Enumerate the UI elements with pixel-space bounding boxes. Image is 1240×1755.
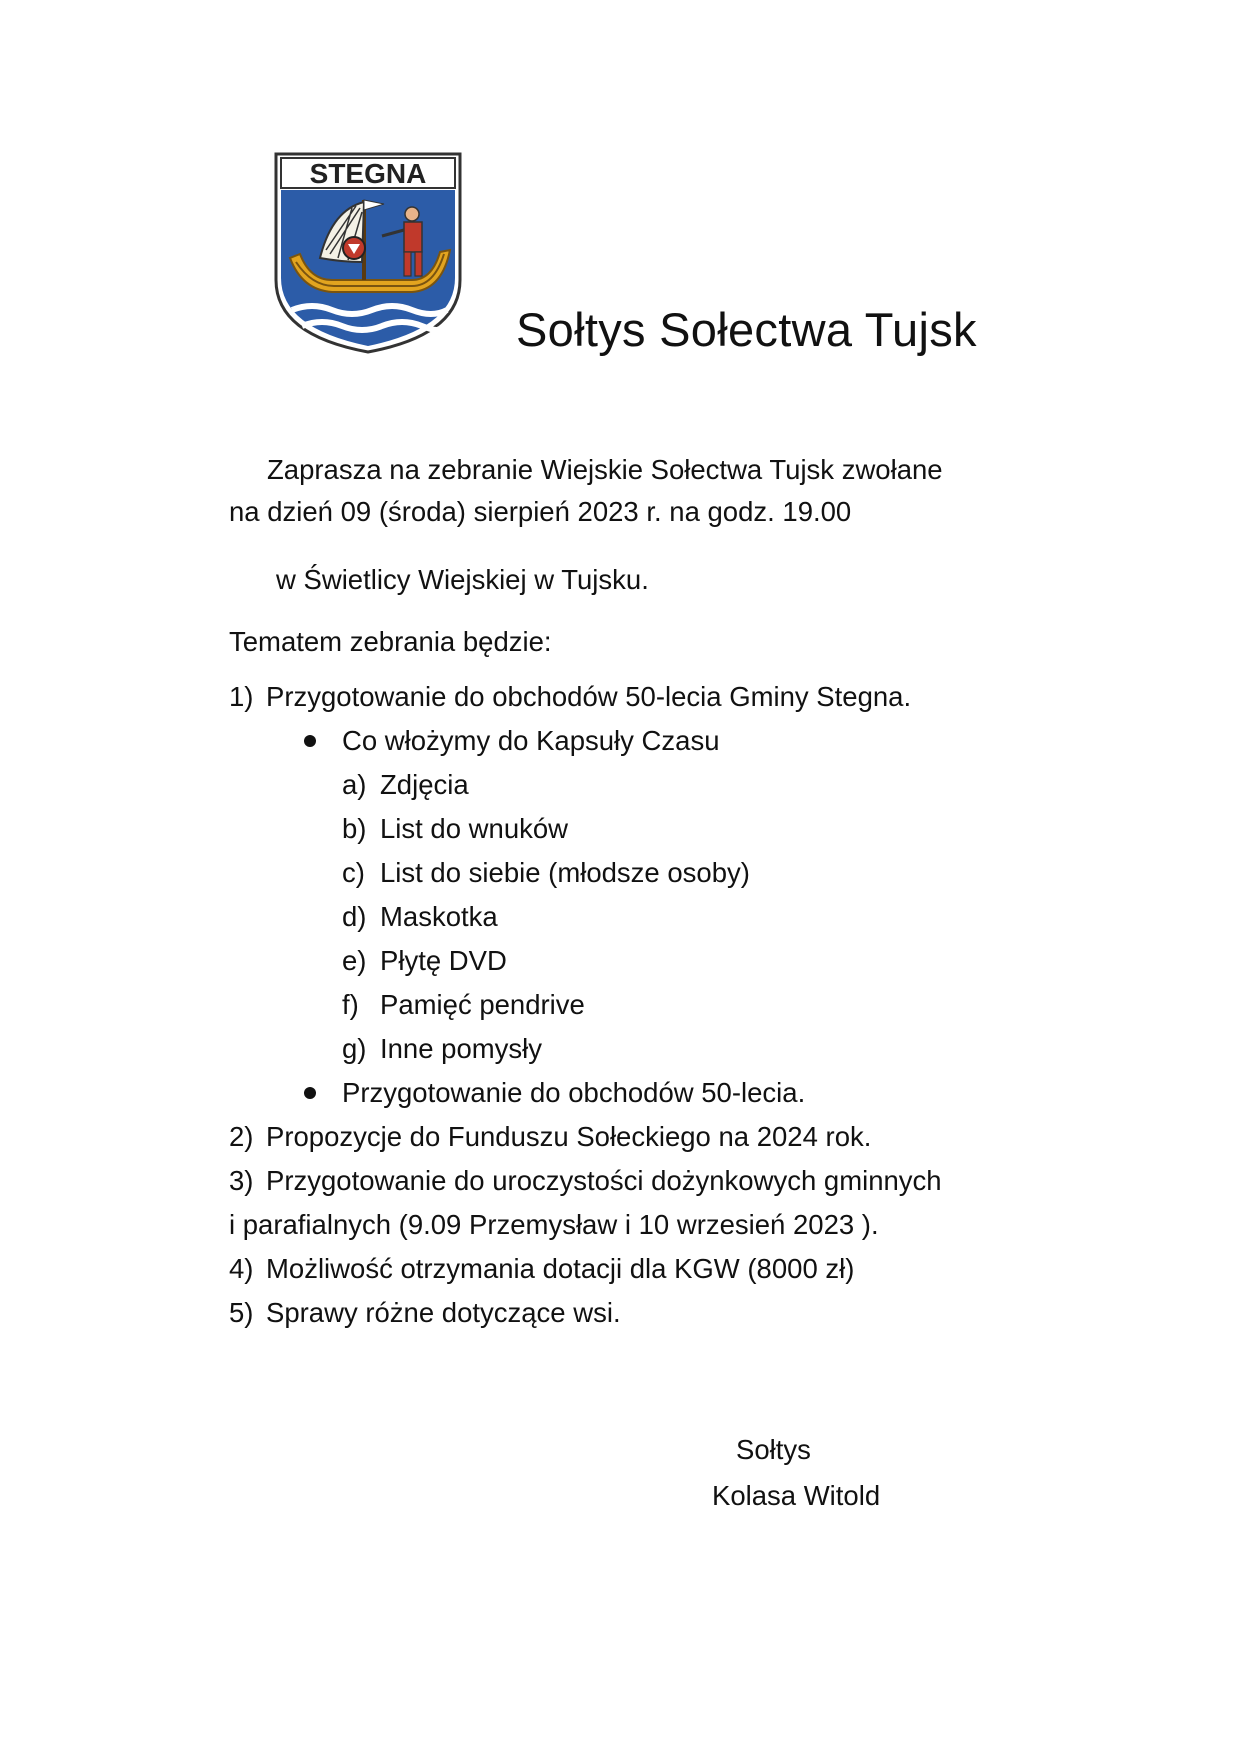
stegna-crest-logo [272,150,464,355]
sub-item-letter: c) [342,857,365,888]
agenda-item-number: 3) [229,1165,254,1196]
sub-item-text: Zdjęcia [380,769,469,800]
sub-item-text: Inne pomysły [380,1033,543,1064]
agenda-item-number: 5) [229,1297,254,1328]
topics-heading: Tematem zebrania będzie: [229,626,552,657]
sub-item [229,939,942,983]
page-title: Sołtys Sołectwa Tujsk [516,303,977,356]
sub-item-letter: d) [342,901,367,932]
bullet-icon [304,1087,316,1099]
sub-item-letter: g) [342,1033,367,1064]
bullet-text: Co włożymy do Kapsuły Czasu [342,725,720,756]
agenda-item-4 [229,1247,942,1291]
agenda-item-number: 2) [229,1121,254,1152]
sub-item-text: Płytę DVD [380,945,507,976]
agenda-item-1 [229,675,942,719]
agenda-item-3-continuation: i parafialnych (9.09 Przemysław i 10 wrzesień 2023 ). [229,1209,879,1240]
agenda-item-5 [229,1291,942,1335]
crest-label: STEGNA [309,158,427,189]
sub-item [229,983,942,1027]
sub-item-text: List do siebie (młodsze osoby) [380,857,750,888]
agenda-item-number: 4) [229,1253,254,1284]
agenda-item-text: Możliwość otrzymania dotacji dla KGW (8000 zł) [266,1253,855,1284]
sub-item-text: List do wnuków [380,813,569,844]
agenda-list [229,675,942,1335]
sub-item-letter: b) [342,813,367,844]
sub-item-text: Pamięć pendrive [380,989,585,1020]
sub-item-letter: a) [342,769,367,800]
intro-line-1: Zaprasza na zebranie Wiejskie Sołectwa Tujsk zwołane [267,454,943,485]
agenda-item-number: 1) [229,681,254,712]
sub-item [229,807,942,851]
agenda-item-2 [229,1115,942,1159]
agenda-item-3 [229,1159,942,1203]
agenda-bullet-2 [229,1071,942,1115]
sub-item [229,895,942,939]
sub-item-letter: e) [342,945,367,976]
intro-location: w Świetlicy Wiejskiej w Tujsku. [276,564,649,595]
signature-name: Kolasa Witold [712,1480,881,1511]
agenda-item-text: Przygotowanie do obchodów 50-lecia Gminy Stegna. [266,681,912,712]
sub-item [229,1027,942,1071]
bullet-icon [304,735,316,747]
intro-line-2: na dzień 09 (środa) sierpień 2023 r. na godz. 19.00 [229,496,852,527]
agenda-item-text: Sprawy różne dotyczące wsi. [266,1297,621,1328]
signature-role: Sołtys [736,1434,811,1465]
agenda-item-text: Przygotowanie do uroczystości dożynkowych gminnych [266,1165,942,1196]
bullet-text: Przygotowanie do obchodów 50-lecia. [342,1077,806,1108]
agenda-bullet-1 [229,719,942,763]
sub-item [229,851,942,895]
sub-item [229,763,942,807]
sub-item-text: Maskotka [380,901,498,932]
intro-paragraph [229,452,943,530]
agenda-item-text: Propozycje do Funduszu Sołeckiego na 2024 rok. [266,1121,872,1152]
sub-item-letter: f) [342,989,359,1020]
